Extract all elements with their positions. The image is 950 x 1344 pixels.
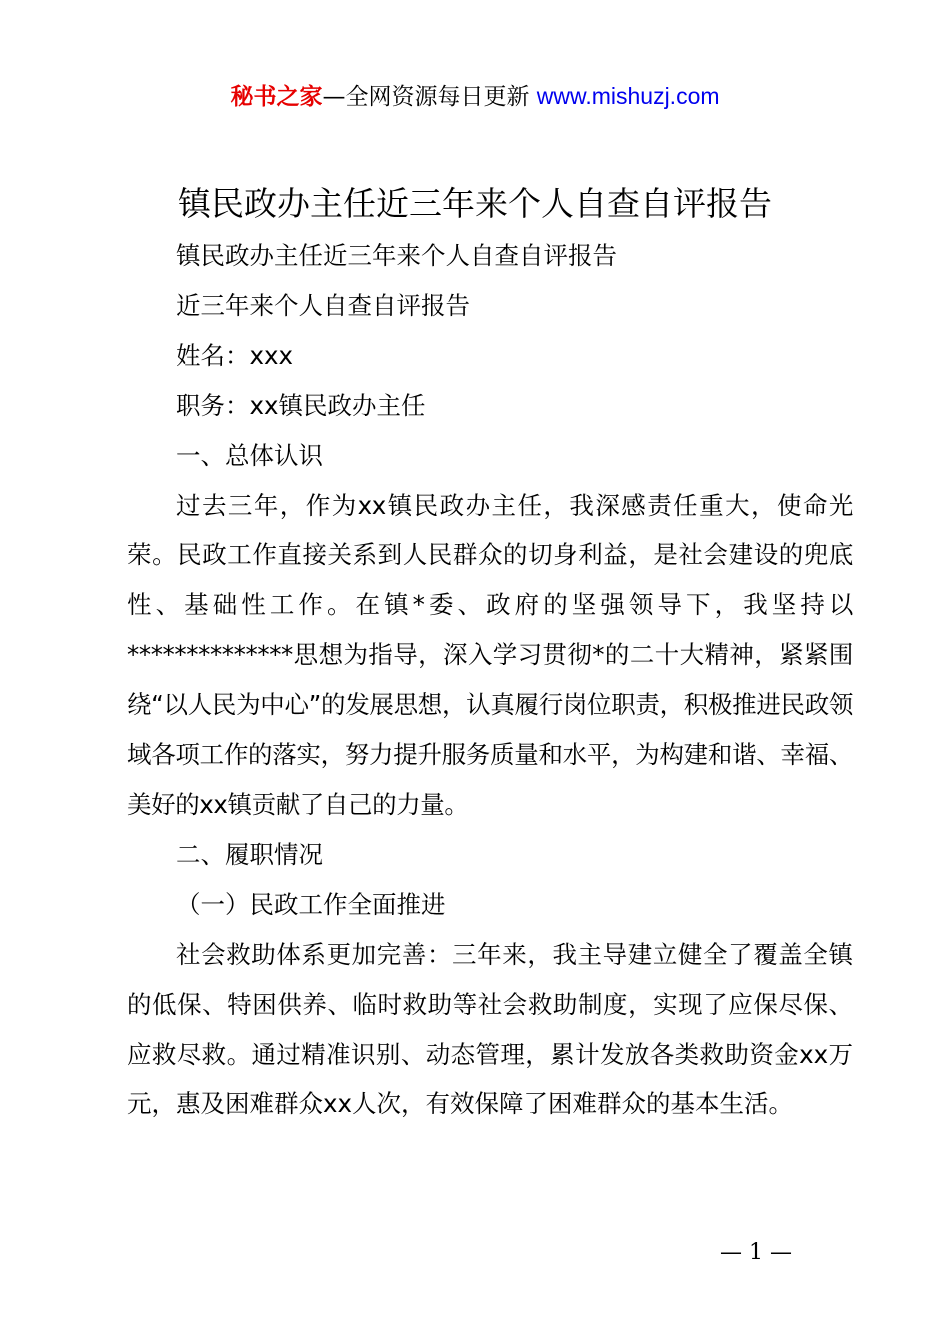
- header-dash: —: [322, 84, 346, 110]
- report-heading: 近三年来个人自查自评报告: [176, 290, 470, 320]
- site-header: [0, 80, 950, 113]
- section-heading: 二、履职情况: [176, 839, 323, 869]
- subtitle-line: 镇民政办主任近三年来个人自查自评报告: [176, 241, 617, 270]
- site-brand: 秘书之家: [230, 84, 323, 110]
- body-paragraph: 过去三年，作为xx镇民政办主任，我深感责任重大，使命光荣。民政工作直接关系到人民群众的切身利益，是社会建设的兜底性、基础性工作。在镇*委、政府的坚强领导下，我坚持以**************思想为指导，深入学习贯彻*的二十大精神，紧紧围绕“以人民为中心”的发展思想，认真履行岗位职责，积极推进民政领域各项工作的落实，努力提升服务质量和水平，为构建和谐、幸福、美好的xx镇贡献了自己的力量。: [127, 490, 853, 819]
- document-title: 镇民政办主任近三年来个人自查自评报告: [178, 184, 772, 223]
- position-line: 职务：xx镇民政办主任: [176, 390, 426, 420]
- section-heading: 一、总体认识: [176, 440, 323, 470]
- body-paragraph: 社会救助体系更加完善：三年来，我主导建立健全了覆盖全镇的低保、特困供养、临时救助等社会救助制度，实现了应保尽保、应救尽救。通过精准识别、动态管理，累计发放各类救助资金xx万元，惠及困难群众xx人次，有效保障了困难群众的基本生活。: [127, 939, 853, 1119]
- site-url-link[interactable]: www.mishuzj.com: [536, 83, 720, 109]
- document-body: [127, 231, 853, 1129]
- subsection-heading: （一）民政工作全面推进: [176, 889, 446, 919]
- page-number: — 1 —: [720, 1240, 792, 1265]
- name-line: 姓名：xxx: [176, 340, 293, 370]
- site-slogan: 全网资源每日更新: [345, 84, 530, 110]
